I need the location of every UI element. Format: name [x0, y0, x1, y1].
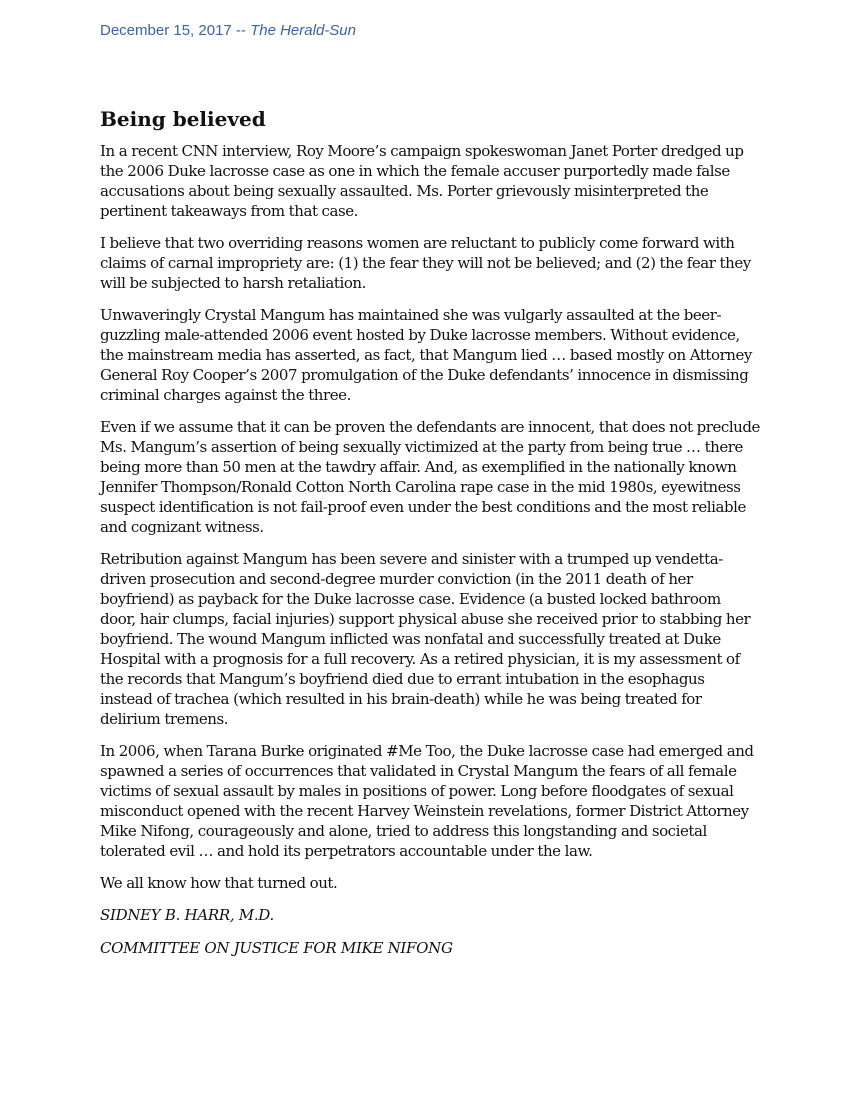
paragraph-2: I believe that two overriding reasons women are reluctant to publicly come forward with claims of carnal impropriety are: (1) the fear they will not be believed; and (2) the fear they will be subjected to harsh retaliation. [100, 234, 751, 292]
paragraph-3: Unwaveringly Crystal Mangum has maintained she was vulgarly assaulted at the beer-guzzling male-attended 2006 event hosted by Duke lacrosse members. Without evidence, the mainstream media has asserted, as fact, that Mangum lied … based mostly on Attorney General Roy Cooper’s 2007 promulgation of the Duke defendants’ innocence in dismissing criminal charges against the three. [100, 306, 752, 404]
paragraph-5: Retribution against Mangum has been severe and sinister with a trumped up vendetta-driven prosecution and second-degree murder conviction (in the 2011 death of her boyfriend) as payback for the Duke lacrosse case. Evidence (a busted locked bathroom door, hair clumps, facial injuries) support physical abuse she received prior to stabbing her boyfriend. The wound Mangum inflicted was nonfatal and successfully treated at Duke Hospital with a prognosis for a full recovery. As a retired physician, it is my assessment of the records that Mangum’s boyfriend died due to errant intubation in the esophagus instead of trachea (which resulted in his brain-death) while he was being treated for delirium tremens. [100, 550, 751, 728]
author-signature: SIDNEY B. HARR, M.D. [100, 906, 274, 924]
article-title: Being believed [100, 107, 266, 131]
header-separator: -- [231, 22, 251, 39]
paragraph-1: In a recent CNN interview, Roy Moore’s campaign spokeswoman Janet Porter dredged up the 2006 Duke lacrosse case as one in which the female accuser purportedly made false accusations about being sexually assaulted. Ms. Porter grievously misinterpreted the pertinent takeaways from that case. [100, 142, 744, 220]
paragraph-7: We all know how that turned out. [100, 874, 338, 892]
paragraph-6: In 2006, when Tarana Burke originated #Me Too, the Duke lacrosse case had emerged and spawned a series of occurrences that validated in Crystal Mangum the fears of all female victims of sexual assault by males in positions of power. Long before floodgates of sexual misconduct opened with the recent Harvey Weinstein revelations, former District Attorney Mike Nifong, courageously and alone, tried to address this longstanding and societal tolerated evil … and hold its perpetrators accountable under the law. [100, 742, 754, 860]
letter-article [100, 106, 760, 971]
publication-name: The Herald-Sun [250, 22, 356, 39]
publication-header [100, 22, 356, 39]
paragraph-4: Even if we assume that it can be proven the defendants are innocent, that does not preclude Ms. Mangum’s assertion of being sexually victimized at the party from being true … there being more than 50 men at the tawdry affair. And, as exemplified in the nationally known Jennifer Thompson/Ronald Cotton North Carolina rape case in the mid 1980s, eyewitness suspect identification is not fail-proof even under the best conditions and the most reliable and cognizant witness. [100, 418, 760, 536]
publication-date: December 15, 2017 [100, 22, 232, 39]
author-organization: COMMITTEE ON JUSTICE FOR MIKE NIFONG [100, 939, 453, 957]
